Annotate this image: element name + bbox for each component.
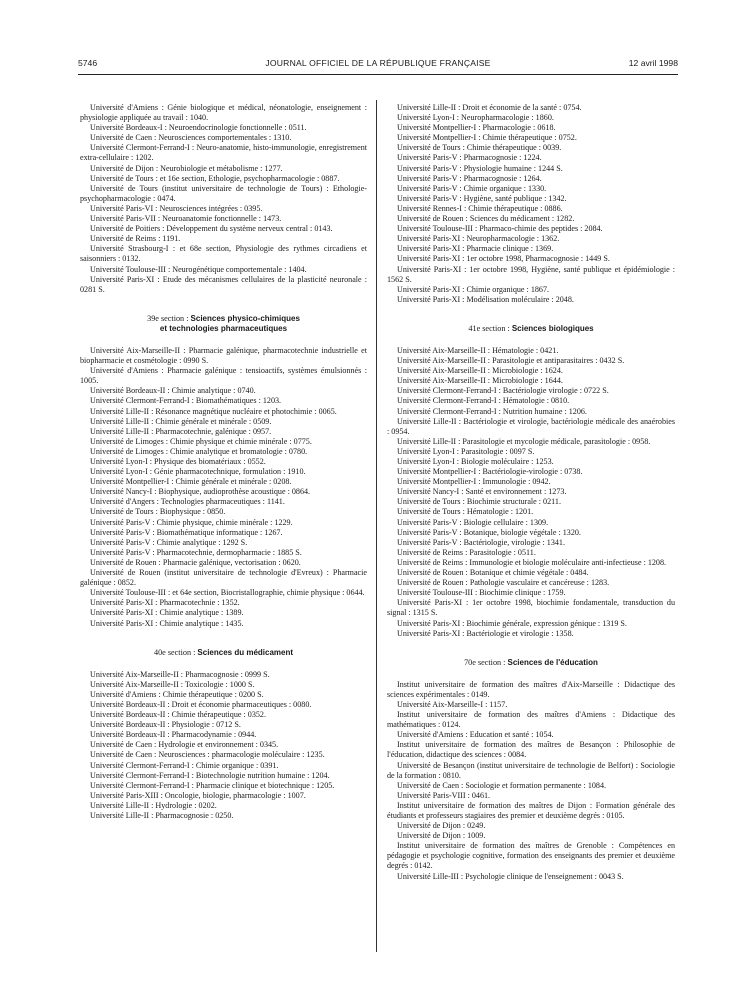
entry-paragraph: Université Montpellier-I : Bactériologie-virologie : 0738. (397, 467, 583, 477)
entry-paragraph: Université Lille-II : Chimie générale et minérale : 0509. (90, 416, 272, 426)
intro-entries (80, 103, 367, 295)
entry-paragraph: Université Paris-XI : Chimie analytique : 1389. (90, 608, 244, 618)
entry-paragraph: Université Toulouse-III : Pharmaco-chimie des peptides : 2084. (397, 224, 603, 234)
section-number: 70e section : (464, 657, 506, 667)
entry-paragraph: Université de Reims : Immunologie et biologie moléculaire anti-infectieuse : 1208. (397, 557, 667, 567)
entry-paragraph: Université Bordeaux-II : Chimie analytique : 0740. (90, 386, 256, 396)
spacer (80, 629, 367, 648)
entry-paragraph: Université Paris-XI : 1er octobre 1998, Pharmacognosie : 1449 S. (397, 254, 610, 264)
entry-paragraph: Université Lille-III : Psychologie clinique de l'enseignement : 0043 S. (397, 871, 624, 881)
entry-paragraph: Université de Caen : Neurosciences : pharmacologie moléculaire : 1235. (90, 750, 325, 760)
section-number: 39e section : (147, 313, 189, 323)
spacer (387, 305, 675, 324)
section-heading-70 (387, 658, 675, 668)
entry-paragraph: Université Paris-XI : 1er octobre 1998, Hygiène, santé publique et épidémiologie : 1562 S. (387, 264, 675, 284)
spacer (80, 295, 367, 314)
journal-title: JOURNAL OFFICIEL DE LA RÉPUBLIQUE FRANÇAISE (265, 58, 491, 68)
entry-paragraph: Université Paris-V : Botanique, biologie végétale : 1320. (397, 527, 581, 537)
section-heading-39-line2 (80, 324, 367, 334)
entry-paragraph: Université de Tours : et 16e section, Ethologie, psychopharmacologie : 0887. (90, 173, 340, 183)
page-number: 5746 (78, 58, 98, 68)
entry-paragraph: Université de Tours : Biophysique : 0850. (90, 507, 226, 517)
entry-paragraph: Université Paris-XI : Neuropharmacologie : 1362. (397, 234, 560, 244)
entry-paragraph: Université Lille-II : Résonance magnétique nucléaire et photochimie : 0065. (90, 406, 337, 416)
spacer (80, 334, 367, 346)
entry-paragraph: Université Paris-V : Chimie organique : 1330. (397, 183, 547, 193)
entry-paragraph: Université Strasbourg-I : et 68e section, Physiologie des rythmes circadiens et saisonniers : 0132. (80, 244, 367, 264)
section-heading-39 (80, 314, 367, 324)
entry-paragraph: Université de Reims : Parasitologie : 0511. (397, 547, 536, 557)
entry-paragraph: Université de Rouen : Botanique et chimie végétale : 0484. (397, 568, 589, 578)
entry-paragraph: Université Clermont-Ferrand-I : Pharmacie clinique et biotechnique : 1205. (90, 780, 335, 790)
entry-paragraph: Université Clermont-Ferrand-I : Chimie organique : 0391. (90, 760, 279, 770)
entry-paragraph: Université Bordeaux-II : Pharmacodynamie : 0944. (90, 730, 257, 740)
entry-paragraph: Université Lille-II : Hydrologie : 0202. (90, 800, 217, 810)
section-40-entries (80, 670, 367, 821)
entry-paragraph: Université de Dijon : 1009. (397, 831, 486, 841)
entry-paragraph: Université Bordeaux-II : Droit et économie pharmaceutiques : 0080. (90, 699, 312, 709)
right-column (387, 103, 675, 882)
entry-paragraph: Université de Besançon (institut universitaire de technologie de Belfort) : Sociologie de la formation : 0810. (387, 760, 675, 780)
entry-paragraph: Université Paris-XI : Pharmacie clinique : 1369. (397, 244, 554, 254)
spacer (387, 668, 675, 680)
entry-paragraph: Université Lille-II : Droit et économie de la santé : 0754. (397, 103, 582, 112)
entry-paragraph: Université Nancy-I : Santé et environnement : 1273. (397, 487, 567, 497)
page-header (78, 58, 678, 72)
entry-paragraph: Université de Dijon : 0249. (397, 821, 486, 831)
spacer (387, 639, 675, 658)
entry-paragraph: Université Paris-V : Biomathématique informatique : 1267. (90, 527, 283, 537)
entry-paragraph: Université Lyon-I : Biologie moléculaire : 1253. (397, 457, 554, 466)
entry-paragraph: Université Clermont-Ferrand-I : Nutrition humaine : 1206. (397, 406, 587, 416)
entry-paragraph: Université Paris-V : Chimie analytique : 1292 S. (90, 537, 248, 547)
spacer (80, 658, 367, 670)
entry-paragraph: Université Lille-II : Parasitologie et mycologie médicale, parasitologie : 0958. (397, 436, 651, 446)
entry-paragraph: Université Lyon-I : Génie pharmacotechnique, formulation : 1910. (90, 467, 306, 477)
entry-paragraph: Université de Poitiers : Développement du système nerveux central : 0143. (90, 224, 333, 234)
entry-paragraph: Université Paris-V : Pharmacognosie : 1224. (397, 153, 542, 163)
entry-paragraph: Université Lille-II : Bactériologie et virologie, bactériologie médicale des anaérobies : 0954. (387, 416, 675, 436)
entry-paragraph: Université Clermont-Ferrand-I : Biotechnologie nutrition humaine : 1204. (90, 770, 330, 780)
entry-paragraph: Université Paris-V : Hygiène, santé publique : 1342. (397, 193, 567, 203)
entry-paragraph: Université d'Amiens : Génie biologique et médical, néonatologie, enseignement : physiologie appliquée au travail : 1040. (80, 103, 367, 123)
entry-paragraph: Université de Rouen : Pharmacie galénique, vectorisation : 0620. (90, 557, 301, 567)
entry-paragraph: Université Paris-V : Physiologie humaine : 1244 S. (397, 163, 563, 173)
entry-paragraph: Université Lille-II : Pharmacotechnie, galénique : 0957. (90, 426, 272, 436)
continued-entries (387, 103, 675, 305)
entry-paragraph: Université de Rouen : Pathologie vasculaire et cancéreuse : 1283. (397, 578, 610, 588)
entry-paragraph: Université de Tours : Hématologie : 1201. (397, 507, 534, 517)
section-title: Sciences physico-chimiques (190, 313, 300, 323)
entry-paragraph: Université de Caen : Hydrologie et environnement : 0345. (90, 740, 279, 750)
entry-paragraph: Université de Dijon : Neurobiologie et métabolisme : 1277. (90, 163, 283, 173)
entry-paragraph: Université de Tours : Chimie thérapeutique : 0039. (397, 143, 562, 153)
entry-paragraph: Université Aix-Marseille-I : 1157. (397, 699, 508, 709)
entry-paragraph: Université Clermont-Ferrand-I : Biomathématiques : 1203. (90, 396, 282, 406)
entry-paragraph: Université Lyon-I : Neuropharmacologie : 1860. (397, 113, 554, 123)
entry-paragraph: Université d'Amiens : Education et santé : 1054. (397, 730, 554, 740)
entry-paragraph: Université Toulouse-III : et 64e section, Biocristallographie, chimie physique : 0644. (90, 588, 365, 598)
entry-paragraph: Université d'Amiens : Pharmacie galénique : tensioactifs, systèmes émulsionnés : 1005. (80, 366, 367, 386)
header-rule (78, 74, 678, 75)
entry-paragraph: Université Nancy-I : Biophysique, audioprothèse acoustique : 0864. (90, 487, 311, 497)
entry-paragraph: Université de Caen : Sociologie et formation permanente : 1084. (397, 780, 607, 790)
entry-paragraph: Université Clermont-Ferrand-I : Bactériologie virologie : 0722 S. (397, 386, 609, 396)
entry-paragraph: Université Aix-Marseille-II : Pharmacognosie : 0999 S. (90, 669, 270, 679)
entry-paragraph: Université de Limoges : Chimie physique et chimie minérale : 0775. (90, 436, 312, 446)
section-title-continued: et technologies pharmaceutiques (159, 323, 288, 333)
section-heading-41 (387, 324, 675, 334)
entry-paragraph: Université Paris-XI : Pharmacotechnie : 1352. (90, 598, 240, 608)
entry-paragraph: Université Paris-V : Chimie physique, chimie minérale : 1229. (90, 517, 293, 527)
entry-paragraph: Université Bordeaux-II : Physiologie : 0712 S. (90, 720, 241, 730)
entry-paragraph: Université Aix-Marseille-II : Toxicologie : 1000 S. (90, 679, 255, 689)
spacer (387, 334, 675, 346)
entry-paragraph: Université Paris-XI : Chimie analytique : 1435. (90, 618, 244, 628)
entry-paragraph: Université Lyon-I : Physique des biomatériaux : 0552. (90, 457, 266, 466)
entry-paragraph: Université Paris-V : Pharmacotechnie, dermopharmacie : 1885 S. (90, 547, 302, 557)
entry-paragraph: Université de Caen : Neurosciences comportementales : 1310. (90, 133, 292, 143)
entry-paragraph: Université de Rouen (institut universitaire de technologie d'Evreux) : Pharmacie galénique : 0852. (80, 568, 367, 588)
entry-paragraph: Université de Rouen : Sciences du médicament : 1282. (397, 214, 575, 224)
section-number: 40e section : (153, 647, 196, 657)
section-heading-40 (80, 648, 367, 658)
entry-paragraph: Université Toulouse-III : Neurogénétique comportementale : 1404. (90, 264, 307, 274)
entry-paragraph: Université Aix-Marseille-II : Parasitologie et antiparasitaires : 0432 S. (397, 356, 625, 366)
entry-paragraph: Université Montpellier-I : Chimie thérapeutique : 0752. (397, 133, 577, 143)
left-column (80, 103, 367, 821)
entry-paragraph: Institut universitaire de formation des maîtres de Besançon : Philosophie de l'éducation, didactique des sciences : 0084. (387, 740, 675, 760)
entry-paragraph: Institut universitaire de formation des maîtres d'Aix-Marseille : Didactique des sciences expérimentales : 0149. (387, 679, 675, 699)
entry-paragraph: Université Aix-Marseille-II : Hématologie : 0421. (397, 345, 559, 355)
entry-paragraph: Université d'Angers : Technologies pharmaceutiques : 1141. (90, 497, 285, 507)
entry-paragraph: Université Toulouse-III : Biochimie clinique : 1759. (397, 588, 566, 598)
entry-paragraph: Institut universitaire de formation des maîtres de Grenoble : Compétences en pédagogie et psychologie cognitive, formation des enseignants des premier et deuxième degrés : 0142. (387, 841, 675, 871)
entry-paragraph: Université de Tours (institut universitaire de technologie de Tours) : Ethologie-psychopharmacologie : 0474. (80, 183, 367, 203)
entry-paragraph: Université Bordeaux-I : Neuroendocrinologie fonctionnelle : 0511. (90, 123, 307, 133)
section-39-entries (80, 346, 367, 629)
entry-paragraph: Université Paris-V : Biologie cellulaire : 1309. (397, 517, 549, 527)
entry-paragraph: Université Paris-VI : Neurosciences intégrées : 0395. (90, 203, 263, 213)
section-70-entries (387, 680, 675, 882)
entry-paragraph: Université Paris-XI : Biochimie générale, expression génique : 1319 S. (397, 618, 627, 628)
issue-date: 12 avril 1998 (628, 58, 678, 68)
entry-paragraph: Université Montpellier-I : Pharmacologie : 0618. (397, 123, 556, 133)
entry-paragraph: Université Paris-XI : 1er octobre 1998, biochimie fondamentale, transduction du signal : 1315 S. (387, 598, 675, 618)
column-divider (376, 100, 377, 952)
entry-paragraph: Université Aix-Marseille-II : Microbiologie : 1644. (397, 376, 563, 386)
entry-paragraph: Université Paris-XI : Bactériologie et virologie : 1358. (397, 628, 574, 638)
entry-paragraph: Université d'Amiens : Chimie thérapeutique : 0200 S. (90, 689, 264, 699)
entry-paragraph: Université Paris-XI : Chimie organique : 1867. (397, 284, 550, 294)
section-41-entries (387, 346, 675, 639)
entry-paragraph: Université Clermont-Ferrand-I : Hématologie : 0810. (397, 396, 570, 406)
section-title: Sciences de l'éducation (507, 657, 598, 667)
entry-paragraph: Université de Tours : Biochimie structurale : 0211. (397, 497, 561, 507)
section-title: Sciences biologiques (511, 323, 594, 333)
entry-paragraph: Université Paris-VII : Neuroanatomie fonctionnelle : 1473. (90, 214, 282, 224)
section-title: Sciences du médicament (197, 647, 294, 657)
entry-paragraph: Université Montpellier-I : Immunologie : 0942. (397, 477, 551, 487)
entry-paragraph: Institut universitaire de formation des maîtres de Dijon : Formation générale des étudiants et professeurs stagiaires des premier et deuxième degrés : 0105. (387, 800, 675, 820)
entry-paragraph: Université Rennes-I : Chimie thérapeutique : 0886. (397, 203, 563, 213)
entry-paragraph: Université Paris-XIII : Oncologie, biologie, pharmacologie : 1007. (90, 790, 306, 800)
entry-paragraph: Université Aix-Marseille-II : Pharmacie galénique, pharmacotechnie industrielle et biopharmacie et cosmétologie : 0990 S. (80, 345, 367, 366)
entry-paragraph: Université de Limoges : Chimie analytique et bromatologie : 0780. (90, 446, 308, 456)
entry-paragraph: Université Clermont-Ferrand-I : Neuro-anatomie, histo-immunologie, enregistrement extra-cellulaire : 1202. (80, 143, 367, 163)
entry-paragraph: Université de Reims : 1191. (90, 234, 181, 244)
entry-paragraph: Université Paris-XI : Modélisation moléculaire : 2048. (397, 294, 574, 304)
entry-paragraph: Université Aix-Marseille-II : Microbiologie : 1624. (397, 366, 563, 376)
entry-paragraph: Université Paris-VIII : 0461. (397, 790, 491, 800)
entry-paragraph: Université Paris-V : Bactériologie, virologie : 1341. (397, 537, 565, 547)
entry-paragraph: Université Lille-II : Pharmacognosie : 0250. (90, 811, 234, 820)
entry-paragraph: Université Bordeaux-II : Chimie thérapeutique : 0352. (90, 710, 266, 720)
section-number: 41e section : (468, 323, 510, 333)
entry-paragraph: Université Montpellier-I : Chimie générale et minérale : 0208. (90, 477, 292, 487)
entry-paragraph: Université Paris-V : Pharmacognosie : 1264. (397, 173, 542, 183)
entry-paragraph: Université Paris-XI : Etude des mécanismes cellulaires de la plasticité neuronale : 0281 S. (80, 274, 367, 294)
entry-paragraph: Institut universitaire de formation des maîtres d'Amiens : Didactique des mathématiques : 0124. (387, 710, 675, 730)
entry-paragraph: Université Lyon-I : Parasitologie : 0097 S. (397, 446, 535, 456)
